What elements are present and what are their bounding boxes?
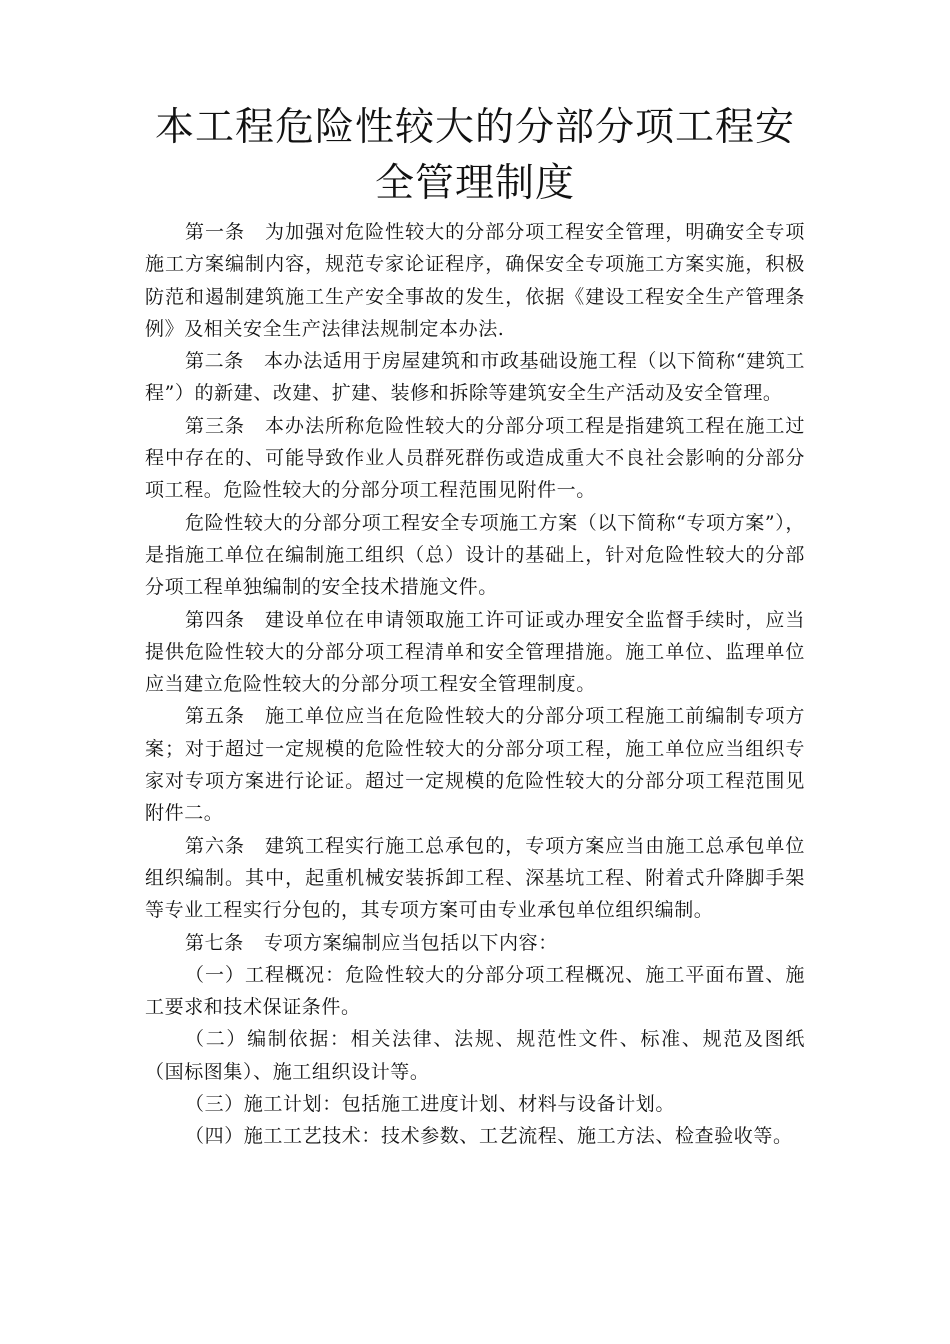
article-label: 第一条: [185, 221, 246, 243]
list-item-text: （三）施工计划：包括施工进度计划、材料与设备计划。: [185, 1093, 676, 1116]
list-item-1: [145, 959, 805, 1024]
article-text: 建设单位在申请领取施工许可证或办理安全监督手续时，应当提供危险性较大的分部分项工程清单和安全管理措施。施工单位、监理单位应当建立危险性较大的分部分项工程安全管理制度。: [145, 608, 805, 696]
article-text: 施工单位应当在危险性较大的分部分项工程施工前编制专项方案；对于超过一定规模的危险性较大的分部分项工程，施工单位应当组织专家对专项方案进行论证。超过一定规模的危险性较大的分部分项工程范围见附件二。: [145, 705, 805, 825]
article-label: 第二条: [185, 350, 244, 373]
article-label: 第四条: [185, 608, 246, 631]
list-item-text: （二）编制依据：相关法律、法规、规范性文件、标准、规范及图纸（国标图集）、施工组织设计等。: [145, 1028, 805, 1083]
document-body: [145, 216, 805, 1153]
article-6: [145, 830, 805, 927]
article-label: 第七条: [185, 931, 244, 954]
article-text: 专项方案编制应当包括以下内容：: [263, 931, 558, 954]
article-text: 本办法所称危险性较大的分部分项工程是指建筑工程在施工过程中存在的、可能导致作业人员群死群伤或造成重大不良社会影响的分部分项工程。危险性较大的分部分项工程范围见附件一。: [145, 414, 805, 502]
article-7: [145, 927, 805, 959]
article-text: 为加强对危险性较大的分部分项工程安全管理，明确安全专项施工方案编制内容，规范专家论证程序，确保安全专项施工方案实施，积极防范和遏制建筑施工生产安全事故的发生，依据《建设工程安全生产管理条例》及相关安全生产法律法规制定本办法.: [145, 221, 805, 340]
list-item-2: [145, 1023, 805, 1088]
list-item-text: （四）施工工艺技术：技术参数、工艺流程、施工方法、检查验收等。: [185, 1125, 793, 1148]
article-label: 第三条: [185, 414, 246, 437]
article-text: 建筑工程实行施工总承包的，专项方案应当由施工总承包单位组织编制。其中，起重机械安装拆卸工程、深基坑工程、附着式升降脚手架等专业工程实行分包的，其专项方案可由专业承包单位组织编制。: [145, 834, 805, 922]
article-1: [145, 216, 805, 345]
article-4: [145, 604, 805, 701]
article-2: [145, 345, 805, 410]
article-label: 第五条: [185, 705, 246, 728]
article-5: [145, 700, 805, 829]
list-item-3: [145, 1088, 805, 1120]
list-item-4: [145, 1120, 805, 1152]
article-3-definition: [145, 507, 805, 604]
document-title: 本工程危险性较大的分部分项工程安全管理制度: [154, 105, 795, 206]
paragraph-text: 危险性较大的分部分项工程安全专项施工方案（以下简称“专项方案”），是指施工单位在编制施工组织（总）设计的基础上，针对危险性较大的分部分项工程单独编制的安全技术措施文件。: [145, 511, 805, 599]
article-label: 第六条: [185, 834, 246, 857]
article-text: 本办法适用于房屋建筑和市政基础设施工程（以下简称“建筑工程”）的新建、改建、扩建、装修和拆除等建筑安全生产活动及安全管理。: [145, 350, 805, 405]
list-item-text: （一）工程概况：危险性较大的分部分项工程概况、施工平面布置、施工要求和技术保证条件。: [145, 963, 805, 1019]
article-3: [145, 410, 805, 507]
